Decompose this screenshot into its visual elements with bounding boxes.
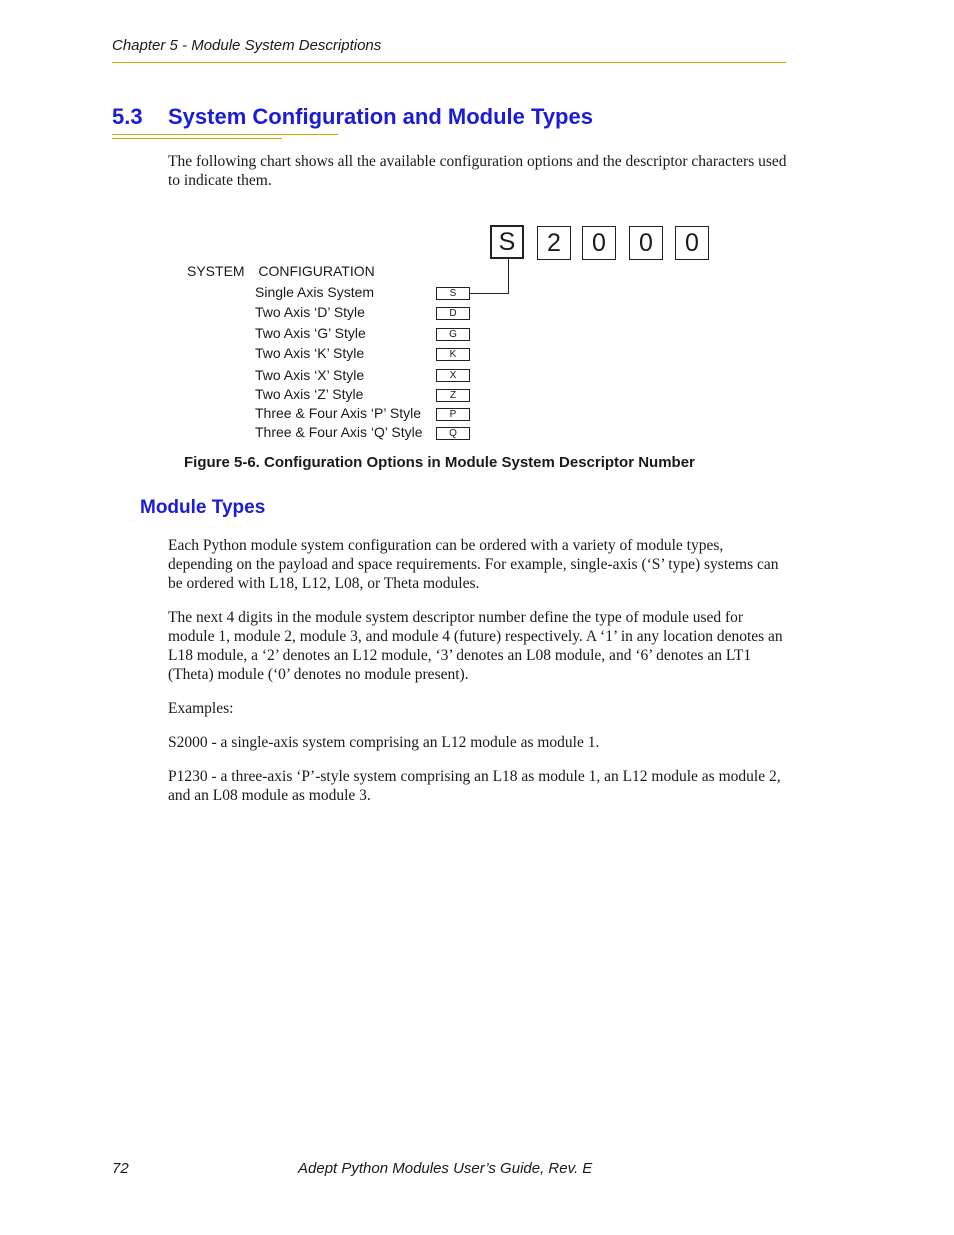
connector-line <box>508 259 509 294</box>
intro-paragraph: The following chart shows all the available configuration options and the descriptor characters used to indicate them. <box>168 153 787 189</box>
option-label: Two Axis ‘G’ Style <box>255 325 366 341</box>
option-label: Two Axis ‘D’ Style <box>255 304 365 320</box>
option-code: G <box>436 328 470 341</box>
option-code: S <box>436 287 470 300</box>
header-rule <box>112 62 786 63</box>
title-rule-short <box>112 138 282 139</box>
option-label: Two Axis ‘X’ Style <box>255 367 365 383</box>
body-paragraph: Each Python module system configuration can be ordered with a variety of module types, depending on the payload and space requirements. For example, single-axis (‘S’ type) systems can be ordered with L18, L12, L08, or Theta modules. <box>168 537 779 592</box>
descriptor-char-4: 0 <box>629 226 663 260</box>
connector-line <box>470 293 509 294</box>
option-code: X <box>436 369 470 382</box>
running-head: Chapter 5 - Module System Descriptions <box>112 37 382 54</box>
descriptor-char-2: 2 <box>537 226 571 260</box>
body-paragraph: S2000 - a single-axis system comprising an L12 module as module 1. <box>168 734 600 751</box>
option-label: Single Axis System <box>255 284 375 300</box>
document-title: Adept Python Modules User’s Guide, Rev. E <box>298 1160 593 1177</box>
option-code: D <box>436 307 470 320</box>
figure-caption: Figure 5-6. Configuration Options in Module System Descriptor Number <box>184 454 695 471</box>
config-heading: SYSTEM CONFIGURATION <box>187 263 375 279</box>
descriptor-char-5: 0 <box>675 226 709 260</box>
option-code: K <box>436 348 470 361</box>
title-rule <box>112 134 338 135</box>
option-label: Three & Four Axis ‘P’ Style <box>255 405 421 421</box>
option-code: Q <box>436 427 470 440</box>
section-number: 5.3 <box>112 104 143 129</box>
subsection-title: Module Types <box>140 497 266 518</box>
descriptor-char-3: 0 <box>582 226 616 260</box>
descriptor-char-1: S <box>490 225 524 259</box>
body-paragraph: The next 4 digits in the module system descriptor number define the type of module used for module 1, module 2, module 3, and module 4 (future) respectively. A ‘1’ in any location denotes an L18 module, a ‘2’ denotes an L12 module, ‘3’ denotes an L08 module, and ‘6’ denotes an LT1 (Theta) module (‘0’ denotes no module present). <box>168 609 783 683</box>
body-paragraph: P1230 - a three-axis ‘P’-style system comprising an L18 as module 1, an L12 module as module 2, and an L08 module as module 3. <box>168 768 781 804</box>
option-label: Two Axis ‘K’ Style <box>255 345 365 361</box>
option-label: Three & Four Axis ‘Q’ Style <box>255 424 423 440</box>
option-code: Z <box>436 389 470 402</box>
section-title <box>112 104 593 130</box>
option-label: Two Axis ‘Z’ Style <box>255 386 364 402</box>
body-paragraph: Examples: <box>168 700 234 717</box>
option-code: P <box>436 408 470 421</box>
section-title-text: System Configuration and Module Types <box>168 104 593 129</box>
page-number: 72 <box>112 1160 129 1177</box>
